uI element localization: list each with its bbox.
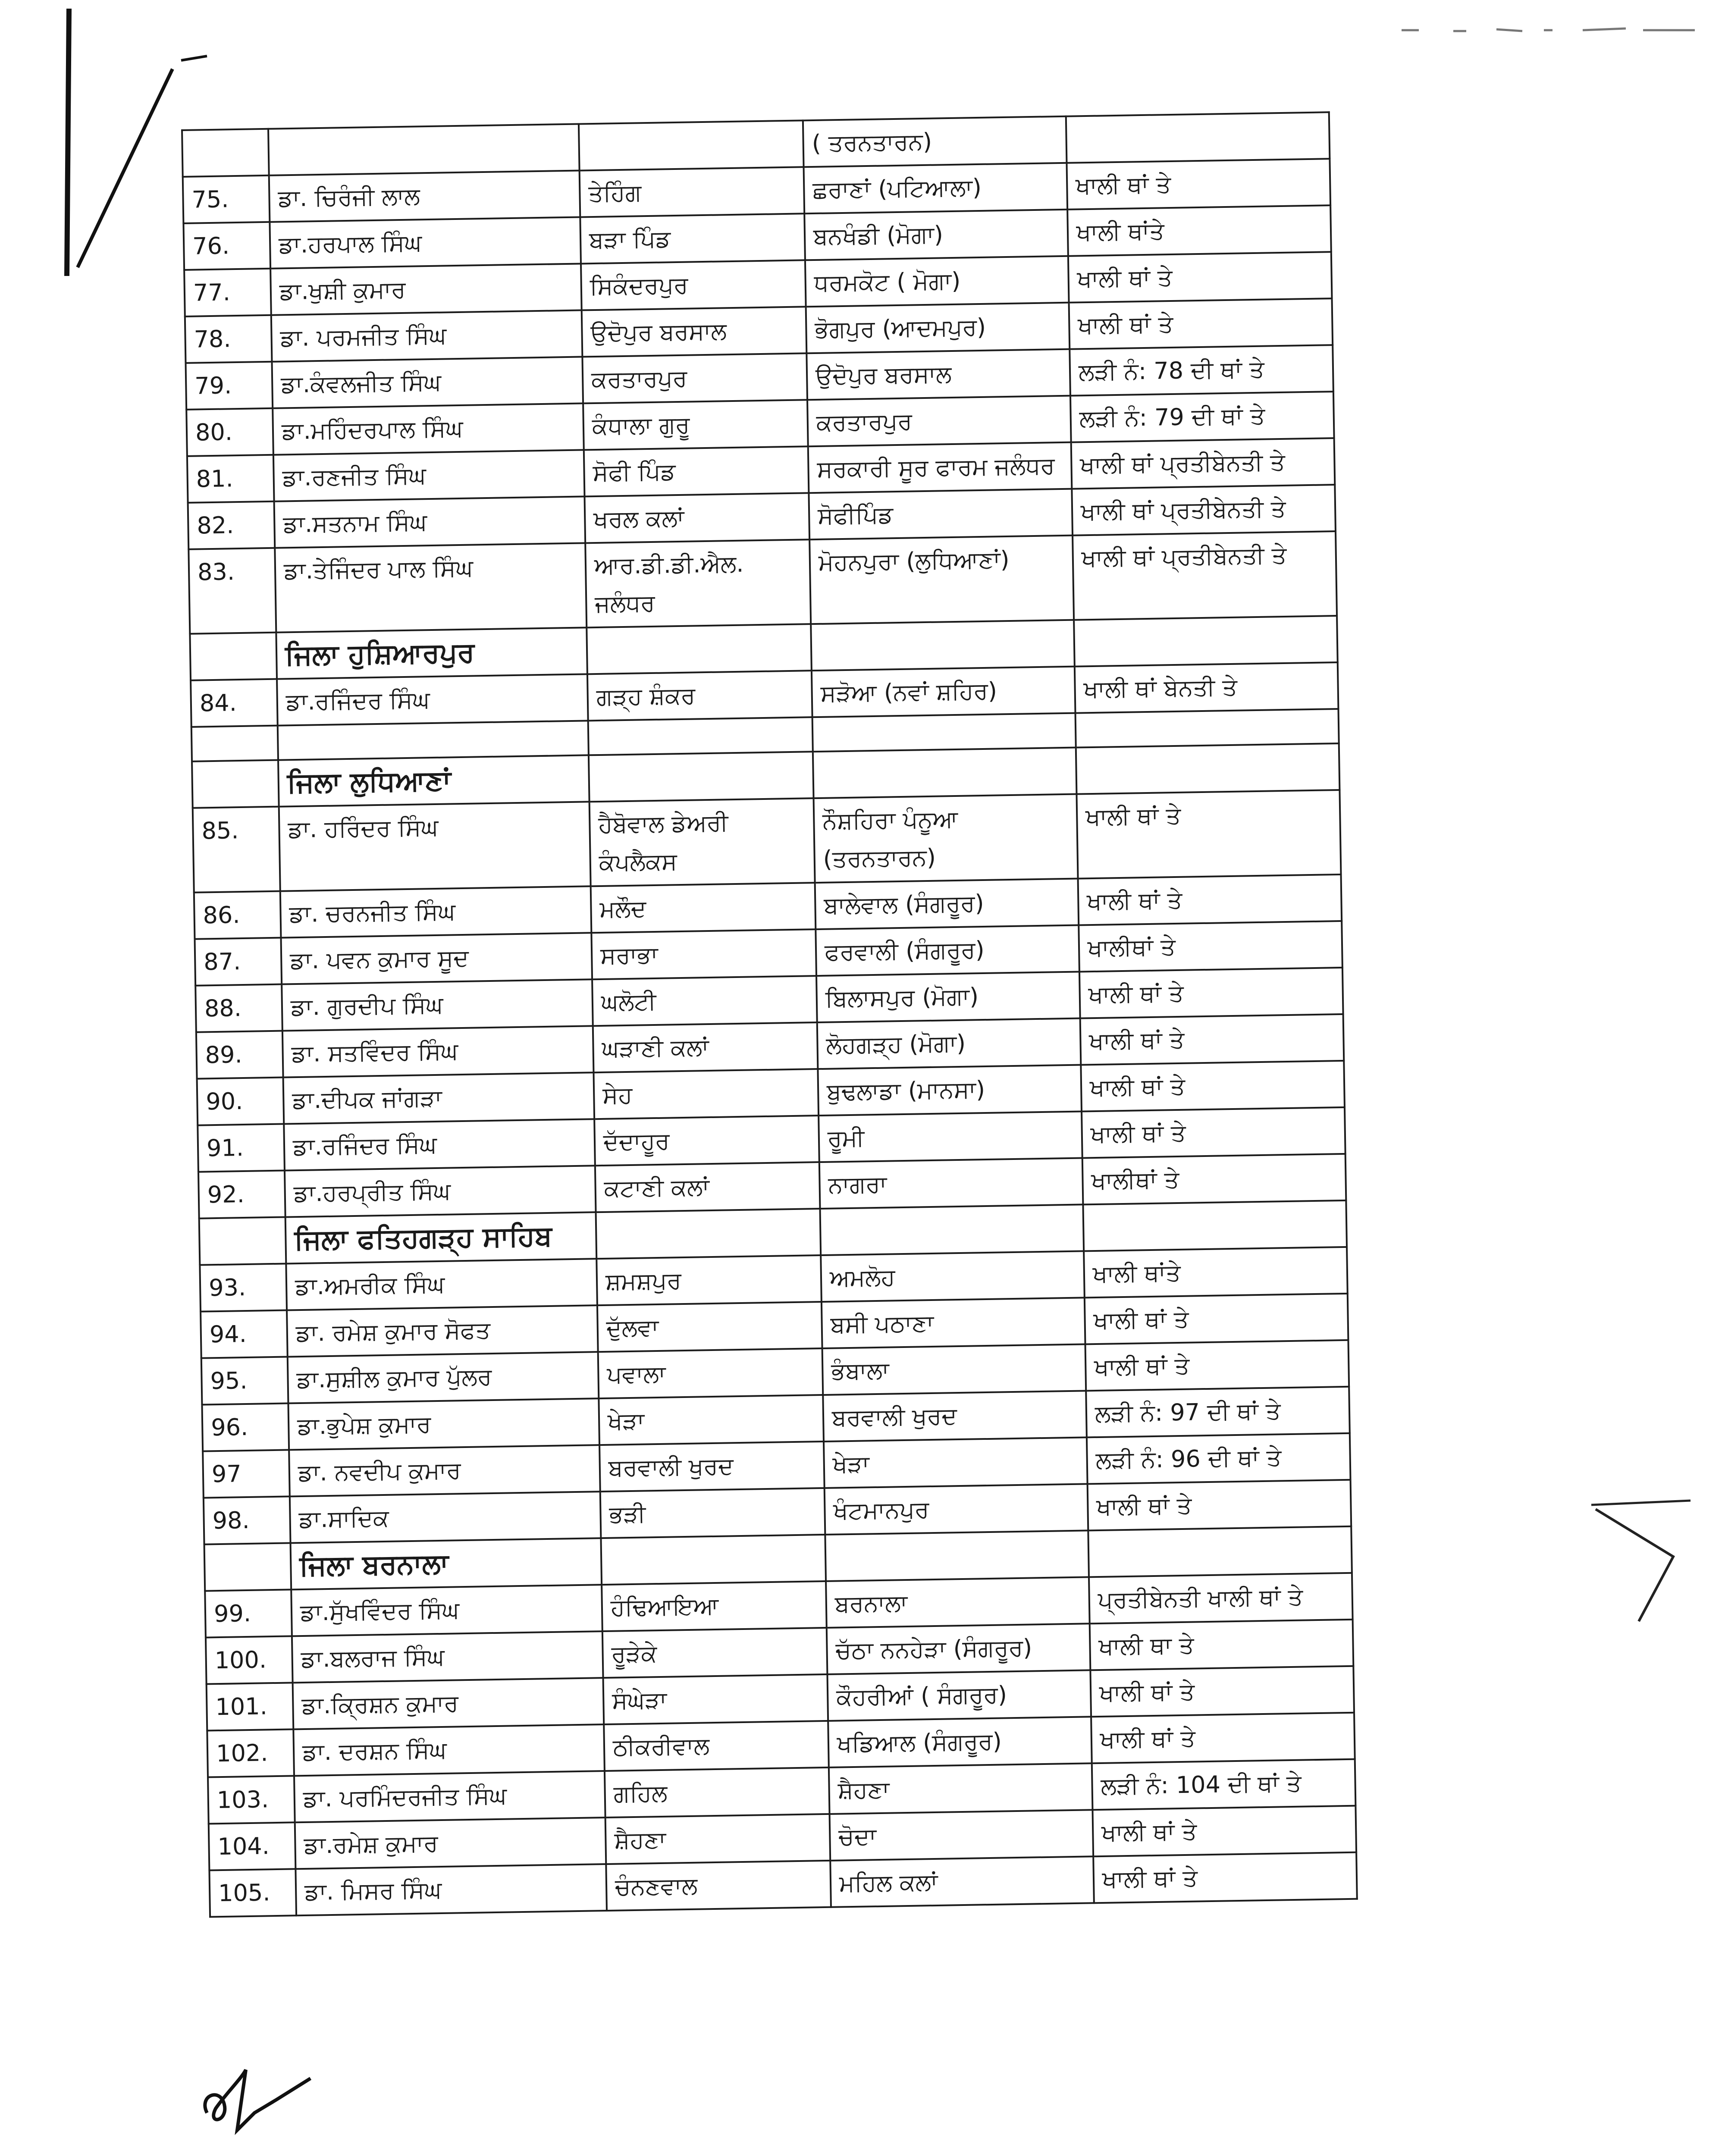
from-station-cell: ਠੀਕਰੀਵਾਲ xyxy=(604,1721,829,1771)
from-station-cell: ਸੋਫੀ ਪਿੰਡ xyxy=(584,446,809,496)
doctor-name-cell: ਡਾ.ਕ੍ਰਿਸ਼ਨ ਕੁਮਾਰ xyxy=(293,1678,604,1729)
remarks-cell: ਖਾਲੀ ਥਾਂ ਤੇ xyxy=(1082,1107,1346,1158)
remarks-cell: ਖਾਲੀ ਥਾਂਤੇ xyxy=(1084,1247,1348,1298)
empty-cell xyxy=(601,1535,826,1585)
empty-cell xyxy=(1076,743,1340,794)
serial-cell: 86. xyxy=(194,891,281,939)
doctor-name-cell: ਡਾ. ਪਵਨ ਕੁਮਾਰ ਸੂਦ xyxy=(281,933,592,984)
from-station-cell: ਚੰਨਣਵਾਲ xyxy=(606,1861,831,1911)
district-heading: ਜਿਲਾ ਹੁਸ਼ਿਆਰਪੁਰ xyxy=(276,627,587,679)
to-station-cell: ਬਨਖੰਡੀ (ਮੋਗਾ) xyxy=(804,210,1068,260)
doctor-name-cell xyxy=(268,124,580,175)
serial-cell: 104. xyxy=(209,1822,296,1870)
serial-cell: 76. xyxy=(183,222,270,270)
doctor-name-cell: ਡਾ.ਸੁਸ਼ੀਲ ਕੁਮਾਰ ਪੁੱਲਰ xyxy=(288,1352,599,1403)
serial-cell: 87. xyxy=(194,938,282,986)
empty-cell xyxy=(1088,1526,1352,1577)
serial-cell xyxy=(182,129,269,177)
serial-cell xyxy=(192,760,279,808)
remarks-cell: ਖਾਲੀ ਥਾਂ ਬੇਨਤੀ ਤੇ xyxy=(1075,662,1339,713)
doctor-name-cell: ਡਾ. ਗੁਰਦੀਪ ਸਿੰਘ xyxy=(282,979,593,1031)
remarks-cell: ਖਾਲੀ ਥਾਂ ਤੇ xyxy=(1088,1480,1352,1531)
serial-cell: 99. xyxy=(205,1589,292,1637)
serial-cell: 94. xyxy=(201,1310,288,1358)
serial-cell: 83. xyxy=(188,548,276,634)
from-station-cell: ਘੜਾਣੀ ਕਲਾਂ xyxy=(593,1022,818,1072)
to-station-cell: ਸ਼ੈਹਣਾ xyxy=(829,1763,1093,1814)
remarks-cell: ਖਾਲੀ ਥਾਂ ਤੇ xyxy=(1092,1806,1356,1857)
to-station-cell: ਚੱਠਾ ਨਨਹੇੜਾ (ਸੰਗਰੂਰ) xyxy=(827,1623,1091,1674)
to-station-cell: ਬਰਨਾਲਾ xyxy=(826,1577,1090,1628)
to-station-cell: ਉਦੋਪੁਰ ਬਰਸਾਲ xyxy=(806,349,1070,400)
from-station-cell: ਖੇੜਾ xyxy=(599,1395,824,1445)
to-station-cell: ਅਮਲੋਹ xyxy=(821,1251,1085,1302)
remarks-cell: ਖਾਲੀ ਥਾਂ ਤੇ xyxy=(1085,1294,1349,1344)
doctor-name-cell: ਡਾ.ਖੁਸ਼ੀ ਕੁਮਾਰ xyxy=(270,263,582,315)
doctor-name-cell: ਡਾ.ਸਤਨਾਮ ਸਿੰਘ xyxy=(274,496,586,548)
remarks-cell: ਖਾਲੀ ਥਾਂ ਤੇ xyxy=(1085,1340,1349,1391)
serial-cell: 81. xyxy=(187,455,274,503)
to-station-cell: ਭੋਗਪੁਰ (ਆਦਮਪੁਰ) xyxy=(806,303,1070,354)
to-station-cell: ਲੋਹਗੜ੍ਹ (ਮੋਗਾ) xyxy=(817,1018,1081,1069)
serial-cell: 101. xyxy=(207,1683,294,1730)
to-station-cell: ਖੇੜਾ xyxy=(824,1437,1088,1488)
empty-cell xyxy=(586,624,812,674)
remarks-cell: ਖਾਲੀ ਥਾਂ ਪ੍ਰਤੀਬੇਨਤੀ ਤੇ xyxy=(1071,438,1335,489)
doctor-name-cell: ਡਾ. ਚਿਰੰਜੀ ਲਾਲ xyxy=(269,171,580,222)
serial-cell: 97 xyxy=(203,1450,290,1498)
serial-cell: 102. xyxy=(207,1729,294,1777)
remarks-cell: ਖਾਲੀਥਾਂ ਤੇ xyxy=(1079,921,1342,972)
from-station-cell: ਉਦੋਪੁਰ ਬਰਸਾਲ xyxy=(582,307,807,357)
doctor-name-cell: ਡਾ. ਦਰਸ਼ਨ ਸਿੰਘ xyxy=(293,1724,605,1776)
remarks-cell: ਖਾਲੀ ਥਾਂਤੇ xyxy=(1067,205,1331,256)
serial-cell: 80. xyxy=(186,408,273,456)
to-station-cell: ਮਹਿਲ ਕਲਾਂ xyxy=(830,1856,1094,1907)
remarks-cell: ਖਾਲੀਥਾਂ ਤੇ xyxy=(1082,1154,1346,1205)
to-station-cell: ਸੜੋਆ (ਨਵਾਂ ਸ਼ਹਿਰ) xyxy=(812,667,1076,718)
from-station-cell: ਬੜਾ ਪਿੰਡ xyxy=(580,213,805,263)
empty-cell xyxy=(811,620,1075,671)
district-heading: ਜਿਲਾ ਲੁਧਿਆਣਾਂ xyxy=(278,755,590,806)
to-station-cell: ਬਰਵਾਲੀ ਖੁਰਦ xyxy=(823,1391,1087,1442)
empty-cell xyxy=(812,713,1076,752)
remarks-cell: ਖਾਲੀ ਥਾਂ ਤੇ xyxy=(1079,968,1343,1018)
doctor-name-cell: ਡਾ.ਅਮਰੀਕ ਸਿੰਘ xyxy=(286,1259,597,1310)
from-station-cell: ਬਰਵਾਲੀ ਖੁਰਦ xyxy=(599,1442,825,1492)
remarks-cell: ਖਾਲੀ ਥਾਂ ਤੇ xyxy=(1069,298,1333,349)
to-station-cell: ਕਰਤਾਰਪੁਰ xyxy=(807,396,1071,447)
to-station-cell: ਬਿਲਾਸਪੁਰ (ਮੋਗਾ) xyxy=(816,972,1080,1023)
doctor-name-cell: ਡਾ.ਰਣਜੀਤ ਸਿੰਘ xyxy=(273,450,585,501)
to-station-cell: ਭੰਬਾਲਾ xyxy=(822,1344,1086,1395)
remarks-cell: ਖਾਲੀ ਥਾਂ ਤੇ xyxy=(1068,252,1332,303)
doctor-name-cell: ਡਾ. ਹਰਿੰਦਰ ਸਿੰਘ xyxy=(279,802,591,891)
to-station-cell: ( ਤਰਨਤਾਰਨ) xyxy=(803,116,1067,167)
doctor-name-cell: ਡਾ.ਭੁਪੇਸ਼ ਕੁਮਾਰ xyxy=(288,1398,599,1450)
serial-cell: 78. xyxy=(185,315,272,363)
from-station-cell: ਹੰਢਿਆਇਆ xyxy=(602,1581,827,1631)
doctor-name-cell: ਡਾ.ਬਲਰਾਜ ਸਿੰਘ xyxy=(292,1631,603,1683)
remarks-cell xyxy=(1066,112,1330,163)
empty-cell xyxy=(820,1204,1084,1255)
to-station-cell: ਕੌਹਰੀਆਂ ( ਸੰਗਰੂਰ) xyxy=(827,1670,1091,1721)
empty-cell xyxy=(813,748,1077,799)
remarks-cell: ਲੜੀ ਨੰ: 79 ਦੀ ਥਾਂ ਤੇ xyxy=(1070,392,1334,442)
remarks-cell: ਪ੍ਰਤੀਬੇਨਤੀ ਖਾਲੀ ਥਾਂ ਤੇ xyxy=(1089,1573,1353,1624)
doctor-name-cell: ਡਾ. ਚਰਨਜੀਤ ਸਿੰਘ xyxy=(280,886,592,937)
district-heading: ਜਿਲਾ ਫਤਿਹਗੜ੍ਹ ਸਾਹਿਬ xyxy=(285,1212,597,1263)
serial-cell xyxy=(199,1217,286,1265)
empty-cell xyxy=(1083,1200,1347,1251)
doctor-name-cell: ਡਾ.ਹਰਪਾਲ ਸਿੰਘ xyxy=(270,217,581,268)
from-station-cell: ਸਰਾਭਾ xyxy=(591,929,816,979)
to-station-cell: ਬੁਢਲਾਡਾ (ਮਾਨਸਾ) xyxy=(818,1065,1082,1116)
from-station-cell: ਕਟਾਣੀ ਕਲਾਂ xyxy=(595,1162,820,1212)
serial-cell: 96. xyxy=(202,1403,289,1451)
from-station-cell xyxy=(579,120,804,170)
to-station-cell: ਚੋਦਾ xyxy=(830,1810,1094,1861)
right-margin-tick-mark xyxy=(1587,1492,1699,1630)
empty-cell xyxy=(278,721,589,760)
doctor-name-cell: ਡਾ. ਮਿਸਰ ਸਿੰਘ xyxy=(295,1864,607,1915)
to-station-cell: ਖਡਿਆਲ (ਸੰਗਰੂਰ) xyxy=(828,1717,1092,1767)
remarks-cell: ਖਾਲੀ ਥਾਂ ਤੇ xyxy=(1080,1014,1344,1065)
remarks-cell: ਲੜੀ ਨੰ: 96 ਦੀ ਥਾਂ ਤੇ xyxy=(1087,1433,1351,1484)
serial-cell: 98. xyxy=(204,1496,291,1544)
from-station-cell: ਗੜ੍ਹ ਸ਼ੰਕਰ xyxy=(587,671,812,721)
to-station-cell: ਮੋਹਨਪੁਰਾ (ਲੁਧਿਆਣਾਂ) xyxy=(809,536,1074,624)
doctor-name-cell: ਡਾ.ਸੁੱਖਵਿੰਦਰ ਸਿੰਘ xyxy=(291,1585,602,1636)
from-station-cell: ਘਲੋਟੀ xyxy=(592,976,817,1026)
to-station-cell: ਫਰਵਾਲੀ (ਸੰਗਰੂਰ) xyxy=(815,925,1079,976)
serial-cell: 77. xyxy=(184,269,271,317)
from-station-cell: ਪਵਾਲਾ xyxy=(598,1348,823,1398)
serial-cell: 75. xyxy=(183,175,270,223)
from-station-cell: ਭੜੀ xyxy=(600,1488,825,1538)
from-station-cell: ਆਰ.ਡੀ.ਡੀ.ਐਲ. ਜਲੰਧਰ xyxy=(585,539,811,627)
to-station-cell: ਸਰਕਾਰੀ ਸੂਰ ਫਾਰਮ ਜਲੰਧਰ xyxy=(808,442,1072,493)
serial-cell: 100. xyxy=(206,1636,293,1684)
remarks-cell: ਖਾਲੀ ਥਾਂ ਤੇ xyxy=(1078,874,1342,925)
remarks-cell: ਖਾਲੀ ਥਾਂ ਪ੍ਰਤੀਬੇਨਤੀ ਤੇ xyxy=(1072,485,1336,536)
from-station-cell: ਸ਼ਮਸ਼ਪੁਰ xyxy=(596,1255,822,1305)
remarks-cell: ਖਾਲੀ ਥਾਂ ਤੇ xyxy=(1093,1852,1357,1903)
remarks-cell: ਖਾਲੀ ਥਾਂ ਤੇ xyxy=(1090,1666,1354,1717)
district-heading: ਜਿਲਾ ਬਰਨਾਲਾ xyxy=(291,1538,602,1589)
serial-cell: 84. xyxy=(191,679,278,727)
serial-cell xyxy=(204,1543,292,1591)
remarks-cell: ਲੜੀ ਨੰ: 104 ਦੀ ਥਾਂ ਤੇ xyxy=(1092,1759,1356,1810)
doctor-name-cell: ਡਾ. ਨਵਦੀਪ ਕੁਮਾਰ xyxy=(289,1445,600,1496)
doctor-name-cell: ਡਾ.ਸਾਦਿਕ xyxy=(290,1492,601,1543)
to-station-cell: ਬਾਲੇਵਾਲ (ਸੰਗਰੂਰ) xyxy=(815,879,1079,930)
remarks-cell: ਲੜੀ ਨੰ: 97 ਦੀ ਥਾਂ ਤੇ xyxy=(1086,1387,1350,1438)
from-station-cell: ਸੰਘੇੜਾ xyxy=(603,1674,828,1724)
serial-cell: 89. xyxy=(196,1031,283,1079)
doctor-name-cell: ਡਾ.ਰਜਿੰਦਰ ਸਿੰਘ xyxy=(284,1119,595,1170)
from-station-cell: ਖਰਲ ਕਲਾਂ xyxy=(584,493,809,543)
to-station-cell: ਬਸੀ ਪਠਾਣਾ xyxy=(822,1297,1085,1348)
initials-signature xyxy=(190,2053,319,2147)
to-station-cell: ਨਾਗਰਾ xyxy=(819,1158,1083,1209)
empty-cell xyxy=(191,726,278,761)
remarks-cell: ਖਾਲੀ ਥਾਂ ਤੇ xyxy=(1091,1713,1355,1764)
serial-cell: 88. xyxy=(195,984,282,1032)
from-station-cell: ਹੈਬੋਵਾਲ ਡੇਅਰੀ ਕੰਪਲੈਕਸ xyxy=(590,798,815,886)
serial-cell: 91. xyxy=(198,1124,285,1172)
from-station-cell: ਤੇਹਿੰਗ xyxy=(580,167,805,217)
doctor-name-cell: ਡਾ. ਪਰਮਿੰਦਰਜੀਤ ਸਿੰਘ xyxy=(294,1771,605,1822)
serial-cell: 105. xyxy=(209,1869,296,1917)
serial-cell: 92. xyxy=(198,1171,285,1219)
doctor-name-cell: ਡਾ.ਹਰਪ੍ਰੀਤ ਸਿੰਘ xyxy=(285,1166,596,1217)
doctor-name-cell: ਡਾ.ਰਜਿੰਦਰ ਸਿੰਘ xyxy=(277,674,588,725)
from-station-cell: ਰੂੜੇਕੇ xyxy=(602,1628,828,1678)
empty-cell xyxy=(589,752,814,802)
from-station-cell: ਮਲੌਦ xyxy=(591,883,816,933)
serial-cell xyxy=(190,633,277,680)
serial-cell: 82. xyxy=(188,501,275,549)
serial-cell: 95. xyxy=(201,1357,289,1404)
remarks-cell: ਖਾਲੀ ਥਾਂ ਤੇ xyxy=(1076,790,1341,879)
remarks-cell: ਖਾਲੀ ਥਾਂ ਤੇ xyxy=(1081,1061,1345,1112)
to-station-cell: ਨੌਸ਼ਹਿਰਾ ਪੰਨੂਆ (ਤਰਨਤਾਰਨ) xyxy=(814,794,1078,883)
from-station-cell: ਦੱਦਾਹੂਰ xyxy=(594,1116,819,1166)
top-right-scan-specks xyxy=(1402,22,1703,39)
doctor-name-cell: ਡਾ. ਪਰਮਜੀਤ ਸਿੰਘ xyxy=(271,310,583,361)
from-station-cell: ਸੇਹ xyxy=(593,1069,819,1119)
serial-cell: 85. xyxy=(193,807,280,893)
doctor-name-cell: ਡਾ. ਸਤਵਿੰਦਰ ਸਿੰਘ xyxy=(282,1026,594,1077)
to-station-cell: ਸੋਫੀਪਿੰਡ xyxy=(809,489,1073,540)
doctor-name-cell: ਡਾ.ਕੰਵਲਜੀਤ ਸਿੰਘ xyxy=(272,357,583,408)
remarks-cell: ਖਾਲੀ ਥਾਂ ਤੇ xyxy=(1066,159,1330,210)
empty-cell xyxy=(588,717,813,755)
serial-cell: 90. xyxy=(197,1078,284,1125)
to-station-cell: ਖੰਟਮਾਨਪੁਰ xyxy=(825,1484,1088,1535)
to-station-cell: ਧਰਮਕੋਟ ( ਮੋਗਾ) xyxy=(805,256,1069,307)
doctor-name-cell: ਡਾ. ਰਮੇਸ਼ ਕੁਮਾਰ ਸੋਫਤ xyxy=(287,1305,598,1357)
empty-cell xyxy=(1076,709,1339,748)
doctor-name-cell: ਡਾ.ਰਮੇਸ਼ ਕੁਮਾਰ xyxy=(295,1818,606,1869)
from-station-cell: ਦੁੱਲਵਾ xyxy=(597,1302,822,1352)
remarks-cell: ਲੜੀ ਨੰ: 78 ਦੀ ਥਾਂ ਤੇ xyxy=(1070,345,1333,396)
doctor-name-cell: ਡਾ.ਦੀਪਕ ਜਾਂਗੜਾ xyxy=(283,1072,595,1124)
remarks-cell: ਖਾਲੀ ਥਾ ਤੇ xyxy=(1090,1620,1354,1670)
from-station-cell: ਕੰਧਾਲਾ ਗੁਰੂ xyxy=(583,400,808,450)
to-station-cell: ਰੂਮੀ xyxy=(819,1111,1082,1162)
empty-cell xyxy=(596,1209,821,1259)
serial-cell: 93. xyxy=(200,1264,287,1312)
remarks-cell: ਖਾਲੀ ਥਾਂ ਪ੍ਰਤੀਬੇਨਤੀ ਤੇ xyxy=(1073,531,1337,620)
from-station-cell: ਗਹਿਲ xyxy=(605,1767,830,1818)
to-station-cell: ਛਰਾਣਾਂ (ਪਟਿਆਲਾ) xyxy=(804,163,1068,214)
transfer-list-table xyxy=(181,111,1358,1918)
doctor-name-cell: ਡਾ.ਤੇਜਿੰਦਰ ਪਾਲ ਸਿੰਘ xyxy=(275,543,586,632)
serial-cell: 79. xyxy=(186,362,273,410)
from-station-cell: ਸਿਕੰਦਰਪੁਰ xyxy=(581,260,806,310)
empty-cell xyxy=(1074,616,1338,667)
from-station-cell: ਸ਼ੈਹਣਾ xyxy=(605,1814,831,1864)
serial-cell: 103. xyxy=(208,1776,295,1824)
empty-cell xyxy=(825,1530,1089,1581)
from-station-cell: ਕਰਤਾਰਪੁਰ xyxy=(582,353,807,403)
doctor-name-cell: ਡਾ.ਮਹਿੰਦਰਪਾਲ ਸਿੰਘ xyxy=(273,403,584,454)
